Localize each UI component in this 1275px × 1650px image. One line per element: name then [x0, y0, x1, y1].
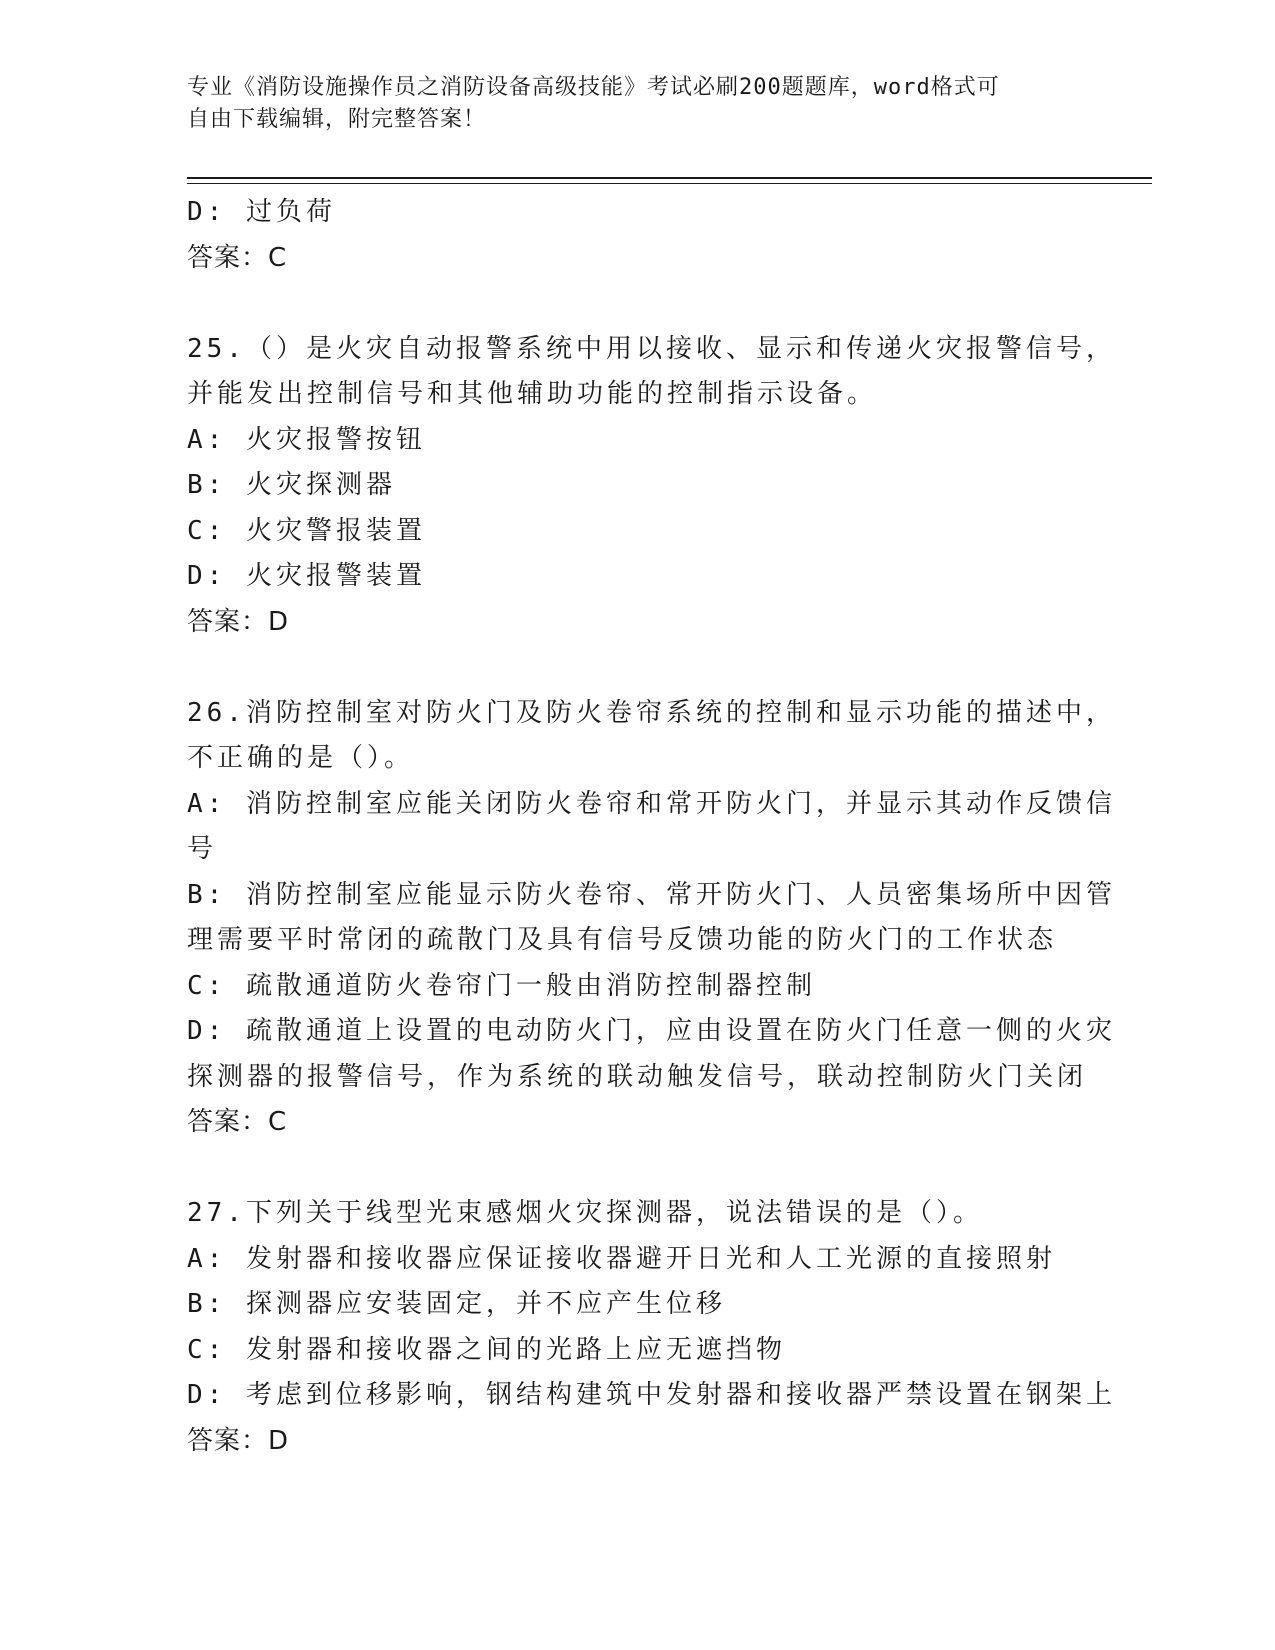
option-b: B: 火灾探测器: [187, 470, 396, 500]
answer: 答案：D: [187, 606, 290, 637]
question-stem-line: 并能发出控制信号和其他辅助功能的控制指示设备。: [187, 379, 878, 409]
option-b-cont: 理需要平时常闭的疏散门及具有信号反馈功能的防火门的工作状态: [187, 925, 1058, 955]
document-body: [187, 190, 1116, 1464]
option-c: C: 火灾警报装置: [187, 515, 426, 546]
option-d: D: 火灾报警装置: [187, 561, 426, 591]
question-25: [187, 327, 1116, 646]
option-d-cont: 探测器的报警信号，作为系统的联动触发信号，联动控制防火门关闭: [187, 1061, 1088, 1092]
answer: 答案：D: [187, 1425, 290, 1456]
option-d: D: 疏散通道上设置的电动防火门，应由设置在防火门任意一侧的火灾: [187, 1016, 1116, 1046]
question-stem-line: 26.消防控制室对防火门及防火卷帘系统的控制和显示功能的描述中，: [187, 697, 1116, 728]
question-24-tail: [187, 190, 1087, 281]
header-line-2: 自由下载编辑，附完整答案！: [187, 107, 487, 132]
header-rule-thin: [187, 183, 1152, 184]
option-b: B: 消防控制室应能显示防火卷帘、常开防火门、人员密集场所中因管: [187, 879, 1116, 910]
question-stem-line: 25.（）是火灾自动报警系统中用以接收、显示和传递火灾报警信号，: [187, 333, 1116, 364]
option-a-cont: 号: [187, 834, 218, 864]
option-c: C: 发射器和接收器之间的光路上应无遮挡物: [187, 1334, 786, 1365]
option-b: B: 探测器应安装固定，并不应产生位移: [187, 1289, 726, 1319]
option-a: A: 发射器和接收器应保证接收器避开日光和人工光源的直接照射: [187, 1243, 1056, 1274]
option-a: A: 火灾报警按钮: [187, 424, 426, 455]
question-stem-line: 27.下列关于线型光束感烟火灾探测器，说法错误的是（）。: [187, 1198, 983, 1228]
question-stem-line: 不正确的是（）。: [187, 743, 415, 773]
header-line-1: 专业《消防设施操作员之消防设备高级技能》考试必刷200题题库，word格式可: [187, 75, 1000, 100]
header-rule-thick: [187, 177, 1152, 179]
question-27: [187, 1191, 1116, 1464]
answer: 答案：C: [187, 1107, 288, 1137]
option-a: A: 消防控制室应能关闭防火卷帘和常开防火门，并显示其动作反馈信: [187, 788, 1116, 819]
answer: 答案：C: [187, 242, 288, 273]
option-d: D: 考虑到位移影响，钢结构建筑中发射器和接收器严禁设置在钢架上: [187, 1380, 1116, 1410]
option-c: C: 疏散通道防火卷帘门一般由消防控制器控制: [187, 970, 816, 1001]
question-26: [187, 691, 1116, 1146]
option-d: D: 过负荷: [187, 197, 336, 227]
document-header: [187, 72, 1067, 136]
